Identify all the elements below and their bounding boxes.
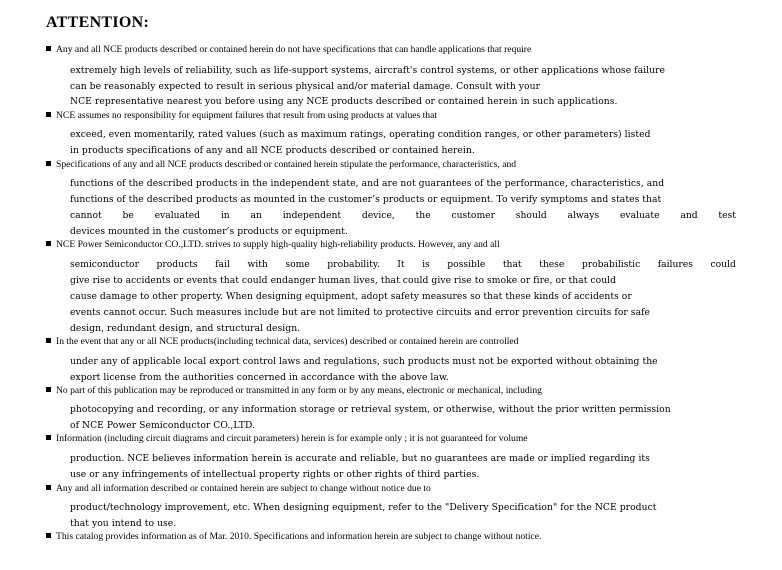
word: possible <box>447 259 486 270</box>
word: probability. <box>327 259 380 270</box>
continuation-line: functions of the described products as mounted in the customer’s products or equipment. To verify symptoms and states that <box>70 194 662 205</box>
word: in <box>220 210 230 221</box>
bullet-item <box>46 44 531 56</box>
justified-line <box>70 210 736 222</box>
bullet-lead-text: No part of this publication may be reproduced or transmitted in any form or by any means, electronic or mechanical, including <box>56 385 542 396</box>
continuation-line: events cannot occur. Such measures include but are not limited to protective circuits and error prevention circuits for safe <box>70 307 651 318</box>
word: cannot <box>70 210 102 221</box>
square-bullet-icon <box>46 112 51 117</box>
bullet-item <box>46 239 500 251</box>
bullet-item <box>46 110 437 122</box>
word: these <box>539 259 565 270</box>
bullet-item <box>46 336 518 348</box>
square-bullet-icon <box>46 435 51 440</box>
word: products <box>156 259 198 270</box>
continuation-line: devices mounted in the customer’s products or equipment. <box>70 226 348 237</box>
continuation-line: give rise to accidents or events that could endanger human lives, that could give rise to smoke or fire, or that could <box>70 275 617 286</box>
word: semiconductor <box>70 259 139 270</box>
word: probabilistic <box>581 259 641 270</box>
word: failures <box>657 259 693 270</box>
word: with <box>247 259 268 270</box>
bullet-lead-text: NCE Power Semiconductor CO.,LTD. strives to supply high-quality high-reliability products. However, any and all <box>56 239 500 250</box>
continuation-line: NCE representative nearest you before using any NCE products described or contained herein in such applications. <box>70 96 618 107</box>
bullet-item <box>46 531 541 543</box>
word: some <box>285 259 310 270</box>
word: evaluated <box>154 210 201 221</box>
square-bullet-icon <box>46 387 51 392</box>
word: could <box>710 259 736 270</box>
word: always <box>567 210 600 221</box>
word: device, <box>361 210 395 221</box>
continuation-line: export license from the authorities concerned in accordance with the above law. <box>70 372 449 383</box>
word: an <box>250 210 262 221</box>
continuation-line: functions of the described products in the independent state, and are not guarantees of the performance, characteristics, and <box>70 178 665 189</box>
continuation-line: extremely high levels of reliability, such as life-support systems, aircraft's control systems, or other applications whose failure <box>70 65 665 76</box>
bullet-item <box>46 385 542 397</box>
square-bullet-icon <box>46 241 51 246</box>
justified-line <box>70 259 736 271</box>
continuation-line: product/technology improvement, etc. When designing equipment, refer to the "Delivery Specification" for the NCE product <box>70 502 657 513</box>
square-bullet-icon <box>46 338 51 343</box>
continuation-line: that you intend to use. <box>70 518 177 529</box>
page-title: ATTENTION: <box>46 14 150 31</box>
bullet-lead-text: Any and all information described or contained herein are subject to change without notice due to <box>56 483 431 494</box>
bullet-item <box>46 433 528 445</box>
continuation-line: can be reasonably expected to result in serious physical and/or material damage. Consult with your <box>70 81 541 92</box>
word: the <box>415 210 431 221</box>
word: should <box>515 210 547 221</box>
bullet-lead-text: NCE assumes no responsibility for equipment failures that result from using products at values that <box>56 110 438 121</box>
word: that <box>502 259 522 270</box>
bullet-lead-text: Any and all NCE products described or contained herein do not have specifications that can handle applications that require <box>56 44 532 55</box>
bullet-lead-text: This catalog provides information as of Mar. 2010. Specifications and information herein are subject to change without notice. <box>56 531 542 542</box>
word: be <box>122 210 134 221</box>
continuation-line: in products specifications of any and all NCE products described or contained herein. <box>70 145 475 156</box>
word: It <box>397 259 405 270</box>
square-bullet-icon <box>46 46 51 51</box>
word: customer <box>451 210 495 221</box>
bullet-lead-text: In the event that any or all NCE products(including technical data, services) described or contained herein are controlled <box>56 336 519 347</box>
square-bullet-icon <box>46 533 51 538</box>
word: and <box>680 210 698 221</box>
continuation-line: under any of applicable local export control laws and regulations, such products must not be exported without obtaining the <box>70 356 658 367</box>
continuation-line: exceed, even momentarily, rated values (such as maximum ratings, operating condition ranges, or other parameters) listed <box>70 129 651 140</box>
word: is <box>422 259 430 270</box>
word: independent <box>282 210 342 221</box>
bullet-item <box>46 159 516 171</box>
bullet-lead-text: Information (including circuit diagrams and circuit parameters) herein is for example only ; it is not guaranteed for volume <box>56 433 528 444</box>
word: evaluate <box>619 210 660 221</box>
continuation-line: photocopying and recording, or any information storage or retrieval system, or otherwise, without the prior written permission <box>70 404 671 415</box>
continuation-line: design, redundant design, and structural design. <box>70 323 301 334</box>
continuation-line: cause damage to other property. When designing equipment, adopt safety measures so that these kinds of accidents or <box>70 291 632 302</box>
square-bullet-icon <box>46 161 51 166</box>
continuation-line: use or any infringements of intellectual property rights or other rights of third parties. <box>70 469 480 480</box>
bullet-lead-text: Specifications of any and all NCE products described or contained herein stipulate the performance, characteristics, and <box>56 159 517 170</box>
square-bullet-icon <box>46 485 51 490</box>
continuation-line: of NCE Power Semiconductor CO.,LTD. <box>70 420 256 431</box>
bullet-item <box>46 483 431 495</box>
word: fail <box>215 259 230 270</box>
continuation-line: production. NCE believes information herein is accurate and reliable, but no guarantees are made or implied regarding its <box>70 453 650 464</box>
word: test <box>718 210 736 221</box>
